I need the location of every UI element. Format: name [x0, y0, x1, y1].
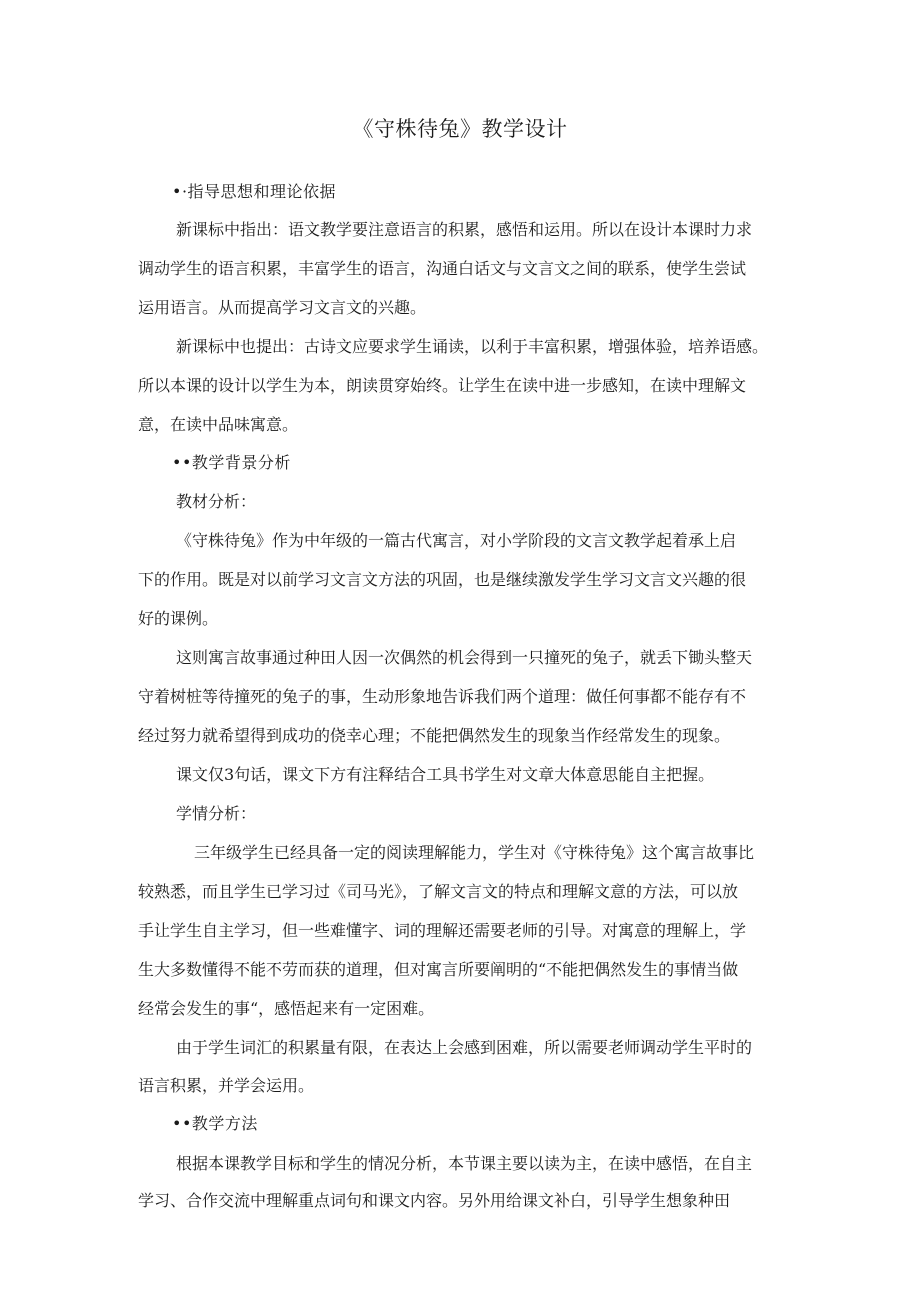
section-heading-guiding: •·指导思想和理论依据 [172, 182, 337, 201]
paragraph-line: 生大多数懂得不能不劳而获的道理，但对寓言所要阐明的“不能把偶然发生的事情当做 [138, 960, 739, 979]
paragraph-line: 新课标中指出：语文教学要注意语言的积累，感悟和运用。所以在设计本课时力求 [176, 220, 753, 239]
paragraph-line: 运用语言。从而提高学习文言文的兴趣。 [138, 298, 427, 317]
document-title: 《守株待兔》教学设计 [352, 117, 568, 141]
paragraph-line: 手让学生自主学习，但一些难懂字、词的理解还需要老师的引导。对寓意的理解上，学 [138, 921, 747, 940]
paragraph-line: 课文仅3句话，课文下方有注释结合工具书学生对文章大体意思能自主把握。 [176, 765, 715, 784]
paragraph-line: 根据本课教学目标和学生的情况分析，本节课主要以读为主，在读中感悟，在自主 [176, 1154, 753, 1173]
paragraph-line: 调动学生的语言积累，丰富学生的语言，沟通白话文与文言文之间的联系，使学生尝试 [138, 259, 747, 278]
paragraph-line: 经过努力就希望得到成功的侥幸心理；不能把偶然发生的现象当作经常发生的现象。 [138, 726, 731, 745]
paragraph-line: 守着树桩等待撞死的兔子的事，生动形象地告诉我们两个道理：做任何事都不能存有不 [138, 687, 747, 706]
paragraph-line: 所以本课的设计以学生为本，朗读贯穿始终。让学生在读中进一步感知，在读中理解文 [138, 376, 747, 395]
section-heading-method: ••教学方法 [172, 1114, 258, 1133]
paragraph-line: 较熟悉，而且学生已学习过《司马光》，了解文言文的特点和理解文意的方法，可以放 [138, 882, 739, 901]
subsection-label-material: 教材分析： [176, 492, 257, 511]
paragraph-line: 这则寓言故事通过种田人因一次偶然的机会得到一只撞死的兔子，就丢下锄头整天 [176, 648, 753, 667]
paragraph-line: 下的作用。既是对以前学习文言文方法的巩固，也是继续激发学生学习文言文兴趣的很 [138, 570, 747, 589]
paragraph-line: 学习、合作交流中理解重点词句和课文内容。另外用给课文补白，引导学生想象种田 [138, 1191, 731, 1210]
section-heading-background: ••教学背景分析 [172, 453, 291, 472]
paragraph-line: 三年级学生已经具备一定的阅读理解能力，学生对《守株待兔》这个寓言故事比 [194, 843, 755, 862]
paragraph-line: 新课标中也提出：古诗文应要求学生诵读，以利于丰富积累，增强体验，培养语感。 [176, 337, 769, 356]
paragraph-line: 由于学生词汇的积累量有限，在表达上会感到困难，所以需要老师调动学生平时的 [176, 1038, 753, 1057]
paragraph-line: 好的课例。 [138, 609, 219, 628]
paragraph-line: 《守株待兔》作为中年级的一篇古代寓言，对小学阶段的文言文教学起着承上启 [176, 531, 737, 550]
paragraph-line: 经常会发生的事“，感悟起来有一定困难。 [138, 999, 435, 1018]
subsection-label-student: 学情分析： [176, 804, 257, 823]
paragraph-line: 意，在读中品味寓意。 [138, 415, 299, 434]
paragraph-line: 语言积累，并学会运用。 [138, 1076, 315, 1095]
